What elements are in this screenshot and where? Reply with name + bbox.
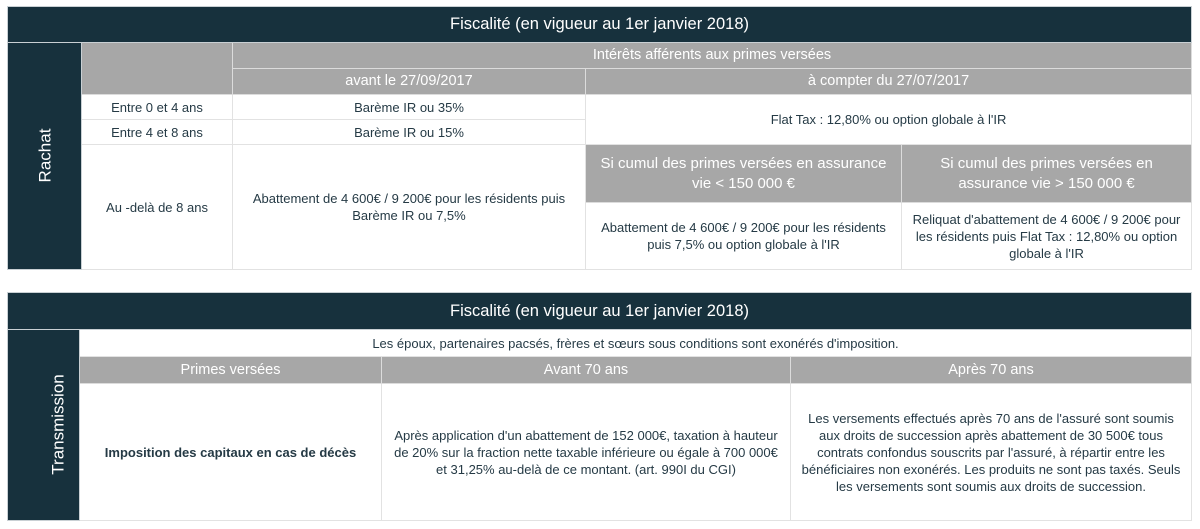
transmission-table-title: Fiscalité (en vigueur au 1er janvier 2018): [8, 293, 1192, 330]
header-avant-70: Avant 70 ans: [382, 357, 791, 384]
rachat-table-title: Fiscalité (en vigueur au 1er janvier 2018): [8, 7, 1192, 43]
rachat-side-header: [8, 43, 82, 270]
period-4-8: Entre 4 et 8 ans: [82, 120, 233, 145]
transmission-side-header: [8, 330, 80, 521]
before-0-4: Barème IR ou 35%: [233, 95, 586, 120]
header-group-interets: Intérêts afférents aux primes versées: [233, 43, 1192, 69]
after-8-under-150k: Abattement de 4 600€ / 9 200€ pour les résidents puis 7,5% ou option globale à l'IR: [586, 203, 902, 270]
period-0-4: Entre 0 et 4 ans: [82, 95, 233, 120]
transmission-side-label: Transmission: [48, 374, 68, 475]
rachat-table: [7, 6, 1192, 270]
header-avant: avant le 27/09/2017: [233, 69, 586, 95]
rachat-side-label: Rachat: [35, 128, 54, 183]
header-apres: à compter du 27/07/2017: [586, 69, 1192, 95]
before-8-plus: Abattement de 4 600€ / 9 200€ pour les résidents puis Barème IR ou 7,5%: [233, 145, 586, 270]
exemption-note: Les époux, partenaires pacsés, frères et sœurs sous conditions sont exonérés d'imposition.: [80, 330, 1192, 357]
after-0-8: Flat Tax : 12,80% ou option globale à l'IR: [586, 95, 1192, 145]
row-label-imposition: Imposition des capitaux en cas de décès: [80, 384, 382, 521]
header-apres-70: Après 70 ans: [791, 357, 1192, 384]
period-8-plus: Au -delà de 8 ans: [82, 145, 233, 270]
transmission-table: [7, 292, 1192, 521]
before-4-8: Barème IR ou 15%: [233, 120, 586, 145]
empty-header-cell: [82, 43, 233, 95]
after-70-text: Les versements effectués après 70 ans de l'assuré sont soumis aux droits de succession après abattement de 30 500€ tous contrats confondus souscrits par l'assuré, à répartir entre les bénéficiaires non exonérés. Les produits ne sont pas taxés. Seuls les versements sont soumis aux droits de succession.: [791, 384, 1192, 521]
subheader-over-150k: Si cumul des primes versées en assurance vie > 150 000 €: [902, 145, 1192, 203]
subheader-under-150k: Si cumul des primes versées en assurance vie < 150 000 €: [586, 145, 902, 203]
after-8-over-150k: Reliquat d'abattement de 4 600€ / 9 200€ pour les résidents puis Flat Tax : 12,80% ou option globale à l'IR: [902, 203, 1192, 270]
header-primes-versees: Primes versées: [80, 357, 382, 384]
before-70-text: Après application d'un abattement de 152 000€, taxation à hauteur de 20% sur la fraction nette taxable inférieure ou égale à 700 000€ et 31,25% au-delà de ce montant. (art. 990I du CGI): [382, 384, 791, 521]
